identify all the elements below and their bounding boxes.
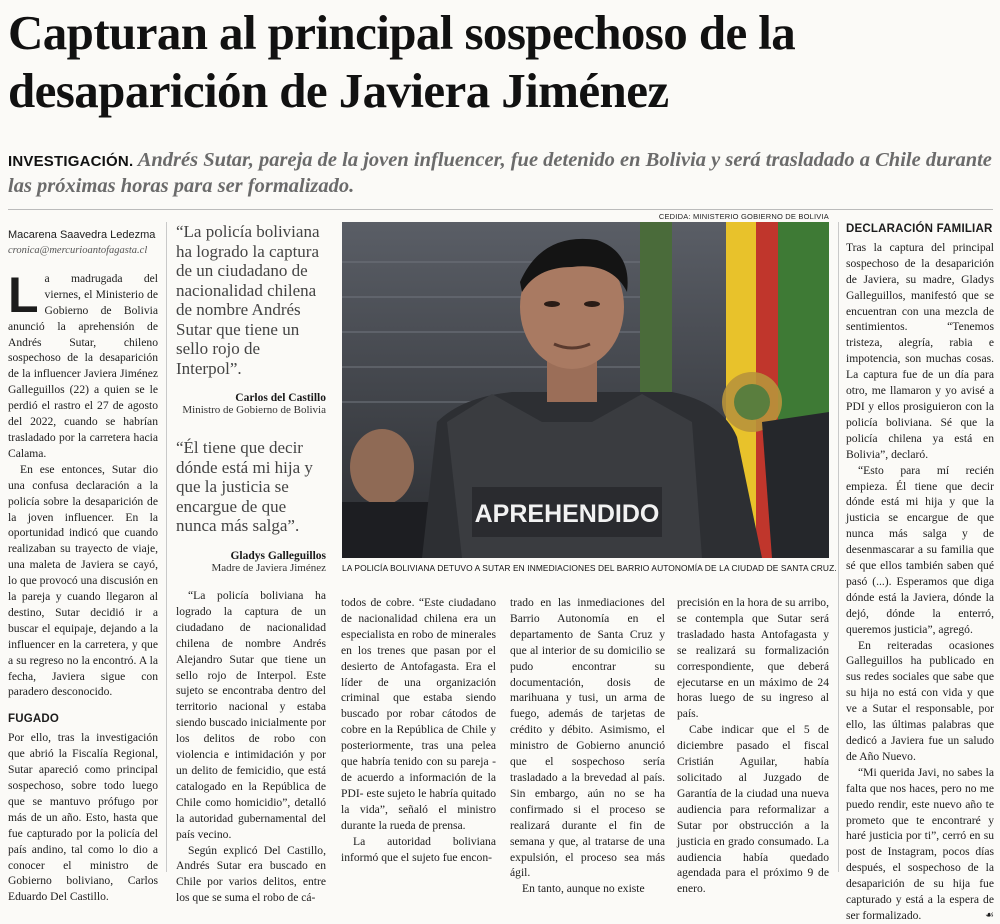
photo-credit: CEDIDA: MINISTERIO GOBIERNO DE BOLIVIA	[658, 212, 829, 221]
dropcap: L	[8, 266, 39, 323]
col5-p2: Cabe indicar que el 5 de diciembre pasado el fiscal Cristián Aguilar, había solicitado al Juzgado de Garantía de la ciudad una nueva audiencia para reformalizar a Sutar por obstrucción a la justicia en grado consumado. La audiencia había quedado agendada para el próximo 9 de enero.	[677, 723, 829, 896]
col6-p3: En reiteradas ocasiones Galleguillos ha publicado en sus redes sociales que sabe que su hija no está con vida y que ve a Sutar el responsable, por ello, las últimas palabras que dedicó a Javiera fue un saludo de Año Nuevo.	[846, 638, 994, 763]
pull-quote-1-role: Ministro de Gobierno de Bolivia	[182, 404, 326, 416]
col1-p2: En ese entonces, Sutar dio una confusa declaración a la policía sobre la desaparición de la joven influencer. En la oportunidad indicó que cuando realizaban su trayecto de viaje, una maleta de Javiera se cayó, lo que provocó una discusión en la pareja y cuando llegaron al destino, Sutar decidió ir a buscar el equipaje, dejando a la influencer en la carretera, y que a su regreso no la encontró. A la fecha, Javiera sigue con paradero desconocido.	[8, 462, 158, 699]
col6-p4	[846, 765, 994, 924]
vest-label: APREHENDIDO	[474, 500, 660, 528]
column-4	[510, 595, 665, 897]
col6-p1: Tras la captura del principal sospechoso de la desaparición de Javiera, su madre, Gladys Galleguillos, manifestó que se encuentran con una mezcla de sentimientos. “Tenemos tristeza, alegría, rabia e impotencia, son muchas cosas. La captura fue de un día para otro, me llamaron y yo avisé a PDI y ellos prosiguieron con la policía boliviana. Sé que la policía chilena ya está en Bolivia”, declaró.	[846, 240, 994, 461]
pull-quote-1-name: Carlos del Castillo	[235, 392, 326, 404]
photo-caption: LA POLICÍA BOLIVIANA DETUVO A SUTAR EN INMEDIACIONES DEL BARRIO AUTONOMÍA DE LA CIUDAD DE SANTA CRUZ.	[342, 563, 837, 573]
column-divider	[838, 222, 839, 872]
column-5	[677, 595, 829, 897]
column-2	[176, 588, 326, 906]
column-divider	[166, 222, 167, 872]
deck-kicker: INVESTIGACIÓN.	[8, 153, 134, 170]
col4-p1: trado en las inmediaciones del Barrio Autonomía en el departamento de Santa Cruz y que al interior de su domicilio se pudo encontrar su documentación, dosis de marihuana y tusi, un arma de fuego, además de tarjetas de crédito y débito. Asimismo, el ministro de Gobierno anunció que el sospechoso sería trasladado a la brevedad al país. Sin embargo, aún no se ha confirmado si el proceso se realizará durante el fin de semana y que, al tratarse de una expulsión, el proceso sea más ágil.	[510, 596, 665, 880]
deck	[8, 148, 993, 199]
byline-author: Macarena Saavedra Ledezma	[8, 229, 156, 241]
col6-p4-text: “Mi querida Javi, no sabes la falta que nos haces, pero no me puedo rendir, este nuevo año te prometo que te encontraré y haré justicia por ti”, cerró en su post de Instagram, pocos días después, el sospechoso de la desaparición de su hija fue capturado y está a la espera de ser formalizado.	[846, 765, 994, 922]
col3-p1: todos de cobre. “Este ciudadano de nacionalidad chilena era un especialista en robo de minerales en los trenes que pasan por el desierto de Antofagasta. Era el líder de una organización criminal que estaba siendo buscado por robar cátodos de cobre en la República de Chile y posteriormente, tras una pelea que habría tenido con su pareja -de acuerdo a información de la PDI- este sujeto le habría quitado la vida”, señaló el ministro durante la rueda de prensa.	[341, 596, 496, 832]
col5-p1: precisión en la hora de su arribo, se contempla que Sutar será trasladado hasta Antofagasta y se realizará su formalización correspondiente, que deberá ejecutarse en un máximo de 24 horas luego de su ingreso al país.	[677, 596, 829, 721]
col2-p1: “La policía boliviana ha logrado la captura de un ciudadano de nacionalidad chilena de nombre Andrés Alejandro Sutar que tiene un sello rojo de Interpol. Este sujeto se encontraba dentro del territorio nacional y estaba siendo buscado inicialmente por los delitos de robo con violencia e intimidación y por un delito de femicidio, que está catalogado en la República de Chile como homicidio”, detalló la autoridad gubernamental del país vecino.	[176, 589, 326, 841]
col3-p2: La autoridad boliviana informó que el sujeto fue encon-	[341, 834, 496, 864]
pull-quote-2: “Él tiene que decir dónde está mi hija y que la justicia se encargue de que nunca más salga”.	[176, 438, 313, 535]
col1-p3: Por ello, tras la investigación que abrió la Fiscalía Regional, Sutar apareció como principal sospechoso, sobre todo luego que se mantuvo prófugo por más de un año. Esto, hasta que fue capturado por la policía del país andino, tal como lo dio a conocer el ministro de Gobierno boliviano, Carlos Eduardo Del Castillo.	[8, 731, 158, 904]
header-rule	[8, 209, 993, 210]
column-1	[8, 228, 158, 905]
lead-paragraph	[8, 266, 158, 462]
headline: Capturan al principal sospechoso de la desaparición de Javiera Jiménez	[8, 5, 796, 118]
col4-p2: En tanto, aunque no existe	[522, 882, 645, 896]
col2-p2: Según explicó Del Castillo, Andrés Sutar era buscado en Chile por varios delitos, entre los que se suma el robo de cá-	[176, 843, 326, 905]
subhead-declaracion: DECLARACIÓN FAMILIAR	[846, 223, 993, 235]
column-3	[341, 595, 496, 865]
pull-quote-2-role: Madre de Javiera Jiménez	[211, 561, 326, 574]
pull-quotes	[176, 222, 326, 596]
byline-email: cronica@mercurioantofagasta.cl	[8, 245, 148, 256]
photo-illustration	[342, 222, 829, 558]
column-6	[846, 222, 994, 924]
pull-quote-1: “La policía boliviana ha logrado la captura de un ciudadano de nacionalidad chilena de nombre Andrés Sutar que tiene un sello rojo de Interpol”.	[176, 222, 320, 378]
pull-quote-2-name: Gladys Galleguillos	[230, 549, 326, 562]
end-mark-icon: ☙	[985, 909, 994, 921]
col1-p1: a madrugada del viernes, el Ministerio de Gobierno de Bolivia anunció la aprehensión de Andrés Sutar, chileno sospechoso de la desaparición de la influencer Javiera Jiménez Galleguillos (22) a quien se le perdió el rastro el 27 de agosto del 2022, cuando se habrían trasladado por la carretera hacia Calama.	[8, 271, 158, 460]
subhead-fugado: FUGADO	[8, 713, 60, 726]
deck-text: Andrés Sutar, pareja de la joven influencer, fue detenido en Bolivia y será trasladado a Chile durante las próximas horas para ser formalizado.	[8, 149, 992, 197]
col6-p2: “Esto para mí recién empieza. Él tiene que decir dónde está mi hija y que la justicia se encargue de que nunca más salga y de desenmascarar a su familia que sé que ellos también saben qué pasó (...). Esperamos que diga dónde está la Javiera, dónde la dejó, dónde la enterró, queremos justicia”, agregó.	[846, 463, 994, 636]
news-photo	[342, 222, 829, 558]
